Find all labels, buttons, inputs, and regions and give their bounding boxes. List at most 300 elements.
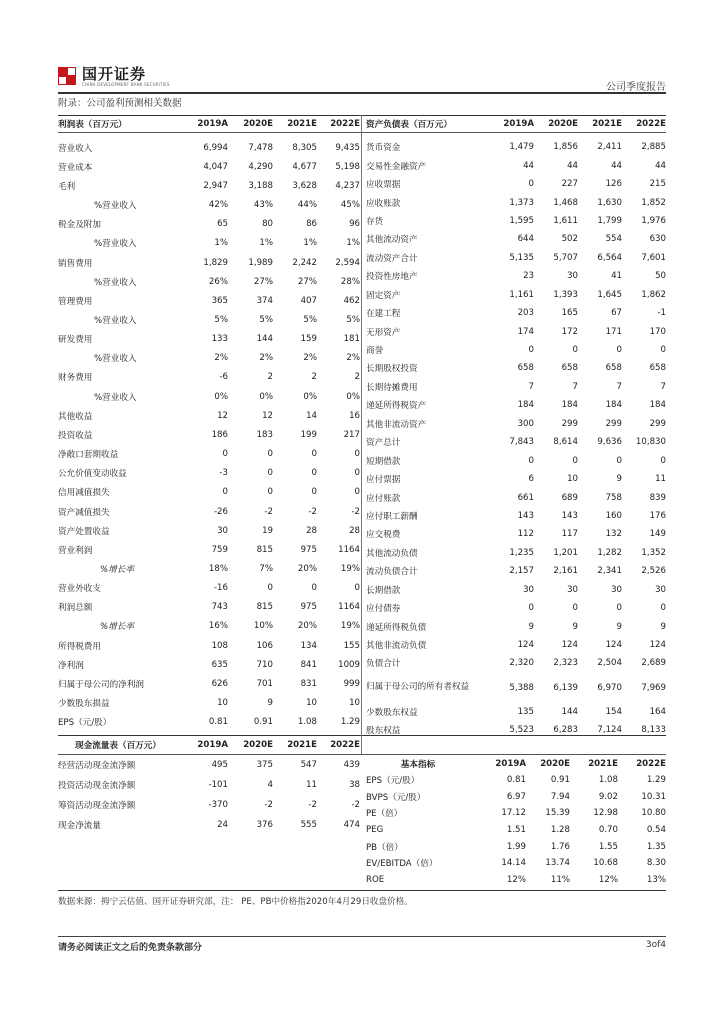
- balance-cell: 2,341: [597, 566, 622, 577]
- income-row-label: %营业收入: [94, 392, 137, 403]
- income-cell: 3,188: [248, 180, 273, 191]
- income-cell: 374: [256, 295, 273, 306]
- income-cell: 2%: [346, 353, 360, 364]
- income-cell: 199: [300, 429, 317, 440]
- year-header: 2019A: [503, 118, 534, 129]
- income-cell: 7,478: [248, 142, 273, 153]
- balance-cell: 299: [605, 418, 622, 429]
- balance-cell: 144: [561, 706, 578, 717]
- income-cell: 28: [349, 525, 360, 536]
- income-row-label: %营业收入: [94, 354, 137, 365]
- income-cell: 19%: [340, 564, 360, 575]
- income-cell: 0%: [346, 391, 360, 402]
- cashflow-cell: 11: [306, 780, 317, 790]
- income-row-label: 营业外收支: [58, 584, 101, 595]
- basic-cell: 1.29: [646, 775, 666, 786]
- balance-cell: 0: [616, 455, 622, 466]
- balance-cell: 661: [517, 492, 534, 503]
- basic-row-label: EV/EBITDA（倍）: [366, 859, 438, 870]
- income-cell: 626: [211, 678, 228, 689]
- balance-cell: 9: [572, 621, 578, 632]
- income-row-label: %营业收入: [94, 277, 137, 288]
- balance-row-label: 投资性房地产: [366, 272, 418, 283]
- income-cell: 365: [211, 295, 228, 306]
- balance-cell: 689: [561, 492, 578, 503]
- appendix-title: 附录：公司盈利预测相关数据: [58, 98, 182, 109]
- logo-subtitle: CHINA DEVELOPMENT BANK SECURITIES: [82, 81, 170, 87]
- income-cell: 10: [217, 698, 228, 709]
- balance-row-label: 长期借款: [366, 585, 401, 596]
- income-cell: 4,677: [292, 161, 317, 172]
- income-cell: 1.08: [297, 717, 317, 728]
- disclaimer-text: 请务必阅读正文之后的免责条款部分: [58, 943, 203, 953]
- income-cell: 0%: [214, 391, 228, 402]
- balance-row-label: 货币资金: [366, 143, 401, 154]
- year-header: 2020E: [243, 740, 273, 750]
- balance-cell: 1,595: [509, 215, 534, 226]
- income-cell: 0: [311, 487, 317, 498]
- company-logo: [58, 64, 170, 88]
- basic-cell: 0.81: [506, 775, 526, 786]
- income-cell: 2,594: [335, 257, 360, 268]
- income-cell: 19%: [340, 621, 360, 632]
- cashflow-cell: 24: [217, 820, 228, 830]
- balance-row-label: 流动资产合计: [366, 253, 418, 264]
- basic-cell: 6.97: [506, 791, 526, 802]
- income-cell: 181: [343, 334, 360, 345]
- balance-row-label: 归属于母公司的所有者权益: [366, 682, 470, 693]
- income-cell: 2%: [303, 353, 317, 364]
- income-cell: 28: [306, 525, 317, 536]
- income-cell: -6: [219, 372, 228, 383]
- basic-cell: 15.39: [545, 808, 570, 819]
- basic-cell: 0.54: [646, 825, 666, 836]
- balance-cell: 184: [649, 400, 666, 411]
- balance-cell: 1,393: [553, 289, 578, 300]
- income-title: 利润表（百万元）: [58, 119, 127, 130]
- income-cell: 12: [262, 410, 273, 421]
- income-row-label: 少数股东损益: [58, 699, 110, 710]
- income-cell: 6,994: [203, 142, 228, 153]
- balance-row-label: 递延所得税资产: [366, 401, 427, 412]
- balance-cell: 9: [660, 621, 666, 632]
- balance-row-label: 无形资产: [366, 327, 401, 338]
- income-cell: 43%: [253, 200, 273, 211]
- basic-table: [366, 755, 666, 888]
- balance-cell: 658: [517, 363, 534, 374]
- balance-row-label: 固定资产: [366, 290, 401, 301]
- balance-cell: 758: [605, 492, 622, 503]
- balance-title: 资产负债表（百万元）: [366, 119, 452, 130]
- income-table: [58, 138, 360, 732]
- balance-cell: 1,976: [641, 215, 666, 226]
- income-cell: 2%: [214, 353, 228, 364]
- balance-cell: 1,352: [641, 547, 666, 558]
- page-number: 3of4: [645, 940, 666, 950]
- income-cell: 0: [311, 468, 317, 479]
- balance-cell: 227: [561, 179, 578, 190]
- income-cell: 701: [256, 678, 273, 689]
- income-cell: 8,305: [292, 142, 317, 153]
- balance-cell: 1,645: [597, 289, 622, 300]
- income-cell: 9,435: [335, 142, 360, 153]
- income-row-label: EPS（元/股）: [58, 718, 112, 729]
- balance-cell: 124: [649, 640, 666, 651]
- income-cell: 831: [300, 678, 317, 689]
- income-cell: 19: [262, 525, 273, 536]
- table-bottom-rule: [58, 890, 666, 891]
- cashflow-cell: 555: [300, 820, 317, 830]
- cashflow-title: 现金流量表（百万元）: [75, 741, 161, 751]
- year-header: 2020E: [548, 118, 578, 129]
- income-cell: 635: [211, 659, 228, 670]
- balance-cell: 30: [611, 584, 622, 595]
- balance-cell: 215: [649, 179, 666, 190]
- income-cell: 815: [256, 544, 273, 555]
- income-cell: 45%: [340, 200, 360, 211]
- balance-cell: 170: [649, 326, 666, 337]
- balance-cell: 8,133: [641, 725, 666, 736]
- cashflow-table: [58, 755, 360, 835]
- year-header: 2022E: [636, 758, 666, 769]
- income-row-label: 资产减值损失: [58, 507, 110, 518]
- basic-cell: 1.55: [598, 841, 618, 852]
- balance-cell: 658: [649, 363, 666, 374]
- balance-table: [366, 138, 666, 740]
- basic-cell: 1.35: [646, 841, 666, 852]
- cashflow-row-label: 经营活动现金流净额: [58, 761, 136, 771]
- balance-cell: 1,611: [553, 215, 578, 226]
- year-header: 2020E: [243, 118, 273, 129]
- income-cell: -2: [308, 506, 317, 517]
- income-cell: -3: [219, 468, 228, 479]
- income-row-label: 资产处置收益: [58, 526, 110, 537]
- income-cell: 5%: [303, 314, 317, 325]
- balance-cell: 9: [616, 474, 622, 485]
- balance-cell: 300: [517, 418, 534, 429]
- balance-cell: 0: [660, 345, 666, 356]
- income-cell: 0: [354, 449, 360, 460]
- balance-row-label: 应交税费: [366, 530, 401, 541]
- balance-cell: 5,388: [509, 682, 534, 693]
- income-cell: 10: [349, 698, 360, 709]
- basic-cell: 9.02: [598, 791, 618, 802]
- balance-cell: 839: [649, 492, 666, 503]
- basic-cell: 14.14: [501, 858, 526, 869]
- income-cell: 0: [354, 583, 360, 594]
- basic-cell: 12.98: [593, 808, 618, 819]
- balance-cell: 7: [616, 381, 622, 392]
- balance-cell: 0: [572, 455, 578, 466]
- balance-cell: 658: [561, 363, 578, 374]
- income-cell: 5%: [346, 314, 360, 325]
- income-cell: 999: [343, 678, 360, 689]
- balance-cell: 0: [528, 455, 534, 466]
- income-cell: 26%: [208, 276, 228, 287]
- balance-cell: 23: [523, 271, 534, 282]
- basic-cell: 1.51: [506, 825, 526, 836]
- income-cell: 815: [256, 602, 273, 613]
- balance-cell: 2,504: [597, 658, 622, 669]
- income-cell: 0.91: [253, 717, 273, 728]
- balance-cell: 7,969: [641, 682, 666, 693]
- cashflow-cell: -2: [351, 800, 360, 810]
- year-header: 2022E: [330, 118, 360, 129]
- balance-cell: 0: [660, 455, 666, 466]
- year-header: 2021E: [287, 740, 317, 750]
- balance-cell: 2,323: [553, 658, 578, 669]
- income-cell: 1164: [338, 602, 360, 613]
- income-row-label: %增长率: [100, 565, 134, 576]
- balance-cell: 2,161: [553, 566, 578, 577]
- balance-cell: 164: [649, 706, 666, 717]
- income-cell: 743: [211, 602, 228, 613]
- income-header: [58, 115, 360, 132]
- balance-cell: 30: [655, 584, 666, 595]
- income-cell: 5%: [259, 314, 273, 325]
- income-cell: 159: [300, 334, 317, 345]
- balance-cell: 1,282: [597, 547, 622, 558]
- balance-cell: 1,799: [597, 215, 622, 226]
- basic-title: 基本指标: [400, 759, 436, 770]
- income-cell: 27%: [253, 276, 273, 287]
- table-header-rule: [58, 132, 666, 133]
- balance-cell: 30: [523, 584, 534, 595]
- balance-cell: 143: [561, 510, 578, 521]
- income-cell: 975: [300, 602, 317, 613]
- income-cell: 0: [311, 583, 317, 594]
- income-cell: 2,947: [203, 180, 228, 191]
- year-header: 2020E: [540, 758, 570, 769]
- balance-row-label: 在建工程: [366, 309, 401, 320]
- income-cell: 759: [211, 544, 228, 555]
- balance-cell: 6,970: [597, 682, 622, 693]
- balance-cell: 44: [523, 160, 534, 171]
- balance-cell: 9: [528, 621, 534, 632]
- income-cell: -16: [213, 583, 228, 594]
- balance-cell: 1,235: [509, 547, 534, 558]
- balance-cell: 2,526: [641, 566, 666, 577]
- balance-row-label: 应收票据: [366, 180, 401, 191]
- balance-cell: 30: [567, 271, 578, 282]
- balance-cell: 124: [561, 640, 578, 651]
- income-cell: 133: [211, 334, 228, 345]
- balance-row-label: 商誉: [366, 346, 384, 357]
- income-cell: 4,047: [203, 161, 228, 172]
- income-cell: 28%: [340, 276, 360, 287]
- income-cell: 9: [267, 698, 273, 709]
- balance-cell: 124: [517, 640, 534, 651]
- income-cell: 4,290: [248, 161, 273, 172]
- balance-cell: 5,135: [509, 252, 534, 263]
- income-cell: 96: [349, 219, 360, 230]
- income-row-label: %营业收入: [94, 315, 137, 326]
- balance-row-label: 应收账款: [366, 198, 401, 209]
- year-header: 2021E: [592, 118, 622, 129]
- balance-cell: 658: [605, 363, 622, 374]
- income-row-label: 财务费用: [58, 373, 93, 384]
- balance-cell: 143: [517, 510, 534, 521]
- year-header: 2022E: [330, 740, 360, 750]
- balance-cell: 7: [528, 381, 534, 392]
- basic-cell: 13.74: [545, 858, 570, 869]
- income-row-label: 所得税费用: [58, 641, 101, 652]
- basic-cell: 11%: [550, 874, 570, 885]
- income-cell: 1%: [303, 238, 317, 249]
- income-cell: 10%: [253, 621, 273, 632]
- balance-cell: 44: [611, 160, 622, 171]
- basic-cell: 0.70: [598, 825, 618, 836]
- income-cell: 2: [311, 372, 317, 383]
- income-cell: 65: [217, 219, 228, 230]
- income-cell: 1009: [338, 659, 360, 670]
- income-cell: 2: [354, 372, 360, 383]
- data-source-note: 数据来源：拇宁云估值、国开证券研究部，注： PE、PB中价格指2020年4月29日收盘价格。: [58, 897, 413, 907]
- income-cell: 155: [343, 640, 360, 651]
- balance-cell: 50: [655, 271, 666, 282]
- balance-cell: 630: [649, 234, 666, 245]
- balance-cell: 1,201: [553, 547, 578, 558]
- basic-row-label: ROE: [366, 874, 385, 885]
- cashflow-row-label: 现金净流量: [58, 821, 101, 831]
- income-cell: 5%: [214, 314, 228, 325]
- balance-cell: -1: [657, 308, 666, 319]
- balance-cell: 1,479: [509, 142, 534, 153]
- income-row-label: %营业收入: [94, 239, 137, 250]
- balance-cell: 7,843: [509, 437, 534, 448]
- balance-cell: 126: [605, 179, 622, 190]
- income-row-label: 营业成本: [58, 162, 93, 173]
- basic-cell: 1.08: [598, 775, 618, 786]
- income-cell: 20%: [297, 621, 317, 632]
- income-cell: 1,989: [248, 257, 273, 268]
- income-cell: 0.81: [208, 717, 228, 728]
- balance-cell: 0: [616, 603, 622, 614]
- cashflow-cell: 376: [256, 820, 273, 830]
- balance-cell: 160: [605, 510, 622, 521]
- cashflow-cell: 375: [256, 760, 273, 770]
- balance-cell: 176: [649, 510, 666, 521]
- basic-cell: 8.30: [646, 858, 666, 869]
- balance-cell: 1,373: [509, 197, 534, 208]
- income-cell: 975: [300, 544, 317, 555]
- year-header: 2019A: [197, 118, 228, 129]
- income-cell: 80: [262, 219, 273, 230]
- year-header: 2019A: [197, 740, 228, 750]
- logo-mark-icon: [58, 67, 76, 85]
- income-cell: 0: [222, 487, 228, 498]
- balance-row-label: 应付票据: [366, 475, 401, 486]
- basic-cell: 13%: [646, 874, 666, 885]
- income-cell: 144: [256, 334, 273, 345]
- income-cell: 0: [267, 487, 273, 498]
- balance-cell: 67: [611, 308, 622, 319]
- income-row-label: 利润总额: [58, 603, 93, 614]
- income-row-label: 投资收益: [58, 430, 93, 441]
- cashflow-cell: -2: [264, 800, 273, 810]
- cashflow-cell: 38: [349, 780, 360, 790]
- balance-cell: 1,862: [641, 289, 666, 300]
- balance-cell: 2,157: [509, 566, 534, 577]
- balance-header: [366, 115, 666, 132]
- balance-cell: 184: [605, 400, 622, 411]
- balance-cell: 1,856: [553, 142, 578, 153]
- header-divider: [58, 92, 666, 94]
- basic-cell: 12%: [506, 874, 526, 885]
- balance-cell: 7,601: [641, 252, 666, 263]
- balance-cell: 165: [561, 308, 578, 319]
- income-cell: 108: [211, 640, 228, 651]
- income-cell: 183: [256, 429, 273, 440]
- balance-row-label: 应付职工薪酬: [366, 511, 418, 522]
- balance-row-label: 应付账款: [366, 493, 401, 504]
- balance-cell: 5,707: [553, 252, 578, 263]
- income-row-label: 净利润: [58, 660, 84, 671]
- income-row-label: 公允价值变动收益: [58, 469, 127, 480]
- balance-cell: 8,614: [553, 437, 578, 448]
- income-cell: 4,237: [335, 180, 360, 191]
- income-row-label: 营业利润: [58, 545, 93, 556]
- income-cell: 0: [267, 583, 273, 594]
- income-row-label: 销售费用: [58, 258, 93, 269]
- income-cell: 16: [349, 410, 360, 421]
- balance-cell: 2,411: [597, 142, 622, 153]
- income-cell: 841: [300, 659, 317, 670]
- balance-cell: 0: [572, 345, 578, 356]
- balance-row-label: 负债合计: [366, 659, 401, 670]
- income-cell: 86: [306, 219, 317, 230]
- income-cell: 1,829: [203, 257, 228, 268]
- income-cell: -2: [351, 506, 360, 517]
- balance-cell: 112: [517, 529, 534, 540]
- cashflow-cell: 4: [267, 780, 273, 790]
- year-header: 2021E: [287, 118, 317, 129]
- income-cell: 0: [311, 449, 317, 460]
- basic-row-label: BVPS（元/股）: [366, 792, 426, 803]
- cashflow-cell: 495: [211, 760, 228, 770]
- balance-cell: 9,636: [597, 437, 622, 448]
- income-cell: 1164: [338, 544, 360, 555]
- income-cell: 10: [306, 698, 317, 709]
- income-row-label: 归属于母公司的净利润: [58, 679, 144, 690]
- income-cell: 710: [256, 659, 273, 670]
- balance-cell: 41: [611, 271, 622, 282]
- income-cell: 0: [354, 487, 360, 498]
- income-row-label: 毛利: [58, 181, 76, 192]
- balance-cell: 1,468: [553, 197, 578, 208]
- basic-cell: 10.31: [641, 791, 666, 802]
- balance-row-label: 其他流动资产: [366, 235, 418, 246]
- balance-cell: 174: [517, 326, 534, 337]
- income-row-label: 管理费用: [58, 296, 93, 307]
- income-cell: 12: [217, 410, 228, 421]
- basic-cell: 17.12: [501, 808, 526, 819]
- balance-cell: 644: [517, 234, 534, 245]
- balance-cell: 554: [605, 234, 622, 245]
- balance-row-label: 长期待摊费用: [366, 382, 418, 393]
- balance-cell: 10,830: [635, 437, 666, 448]
- balance-row-label: 少数股东权益: [366, 707, 418, 718]
- year-header: 2019A: [495, 758, 526, 769]
- balance-row-label: 股东权益: [366, 726, 401, 737]
- basic-row-label: PB（倍）: [366, 842, 403, 853]
- balance-cell: 1,161: [509, 289, 534, 300]
- column-divider: [361, 115, 362, 754]
- basic-cell: 1.99: [506, 841, 526, 852]
- balance-row-label: 流动负债合计: [366, 567, 418, 578]
- cashflow-cell: -101: [208, 780, 228, 790]
- balance-cell: 299: [649, 418, 666, 429]
